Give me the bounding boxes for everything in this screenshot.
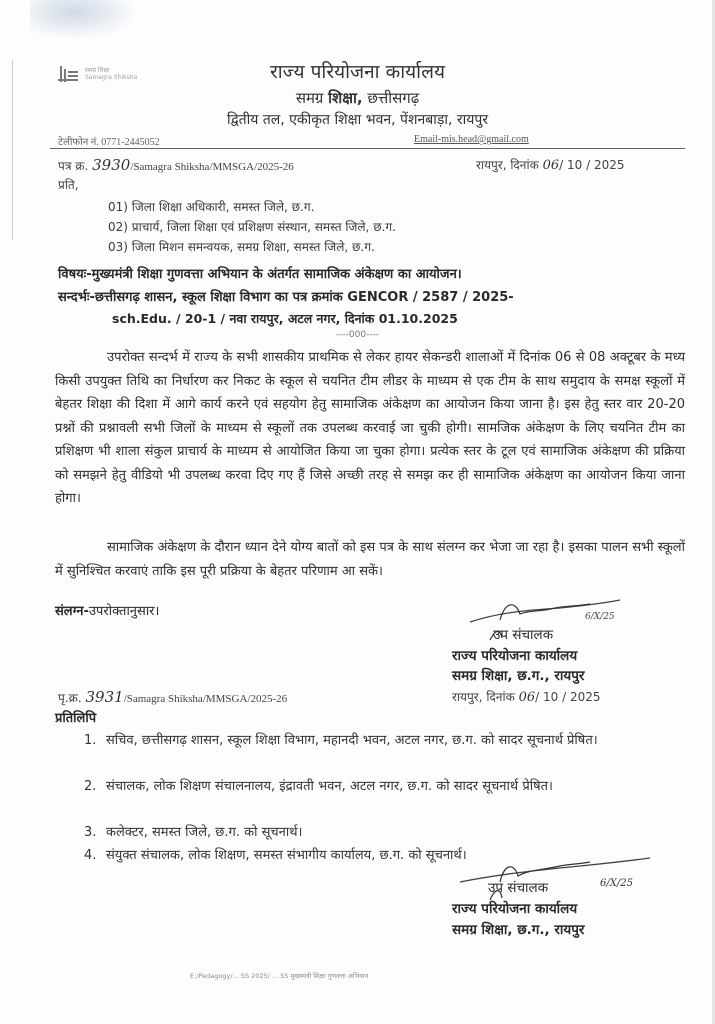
copy-item-text: कलेक्टर, समस्त जिले, छ.ग. को सूचनार्थ। <box>106 825 303 840</box>
copy-date <box>452 688 601 705</box>
office-address: द्वितीय तल, एकीकृत शिक्षा भवन, पेंशनबाड़ा, रायपुर <box>226 112 489 128</box>
body-paragraph: सामाजिक अंकेक्षण के दौरान ध्यान देने योग्य बातों को इस पत्र के साथ संलग्न कर भेजा जा रहा है। इसका पालन सभी स्कूलों में सुनिश्चित करवाएं ताकि इस पूरी प्रक्रिया के बेहतर परिणाम आ सकें। <box>55 540 685 579</box>
copy-list-item <box>84 730 684 752</box>
letter-reference <box>58 156 294 174</box>
signature-initial-date: 6/X/25 <box>585 612 615 622</box>
subtitle-suffix: छत्तीसगढ़ <box>367 89 420 107</box>
copy-label: प्रतिलिपि <box>55 711 97 726</box>
enclosure-label: संलग्न- <box>55 604 89 619</box>
logo-text-hindi: समग्र शिक्षा <box>85 67 110 74</box>
letterhead-divider <box>50 148 685 149</box>
ref-number: 3930 <box>92 156 131 174</box>
ref-prefix: पत्र क्र. <box>58 159 89 173</box>
copy-date-prefix: रायपुर, दिनांक <box>452 690 515 704</box>
date-rest: / 10 / 2025 <box>559 158 625 172</box>
signatory-designation: उप संचालक <box>488 880 549 896</box>
copy-ref-suffix: /Samagra Shiksha/MMSGA/2025-26 <box>123 693 288 705</box>
date-prefix: रायपुर, दिनांक <box>476 158 539 172</box>
copy-date-day: 06 <box>518 690 536 705</box>
signatory-office: राज्य परियोजना कार्यालय <box>452 648 578 664</box>
copy-item-text: सचिव, छत्तीसगढ़ शासन, स्कूल शिक्षा विभाग, महानदी भवन, अटल नगर, छ.ग. को सादर सूचनार्थ प्रेषित। <box>106 733 598 748</box>
copy-ref-number: 3931 <box>85 688 124 706</box>
scan-smudge <box>30 0 140 40</box>
subtitle-bold: शिक्षा, <box>328 89 363 107</box>
copy-date-rest: / 10 / 2025 <box>535 690 601 704</box>
letter-date <box>476 156 625 173</box>
enclosure-line <box>55 601 159 619</box>
to-label: प्रति, <box>58 178 79 192</box>
reference-line: सन्दर्भः-छत्तीसगढ़ शासन, स्कूल शिक्षा विभाग का पत्र क्रमांक GENCOR / 2587 / 2025- <box>58 290 514 305</box>
office-title: राज्य परियोजना कार्यालय <box>269 61 445 83</box>
signatory-designation: उप संचालक <box>493 627 554 643</box>
signature-scribble <box>450 852 670 902</box>
email-address: Email-mis.head@gmail.com <box>414 134 529 145</box>
copy-list-item <box>84 776 684 798</box>
separator: ----000---- <box>335 330 380 340</box>
signatory-org: समग्र शिक्षा, छ.ग., रायपुर <box>452 668 585 684</box>
telephone-number: टेलीफोन नं. 0771-2445052 <box>58 137 160 148</box>
copy-reference <box>58 688 287 706</box>
copy-item-number: 2. <box>84 779 97 794</box>
copy-ref-prefix: पृ.क्र. <box>58 691 82 705</box>
addressee-item: 02) प्राचार्य, जिला शिक्षा एवं प्रशिक्षण संस्थान, समस्त जिले, छ.ग. <box>108 220 396 234</box>
reference-line-continued: sch.Edu. / 20-1 / नवा रायपुर, अटल नगर, दिनांक 01.10.2025 <box>112 311 458 326</box>
addressee-item: 03) जिला मिशन समन्वयक, समग्र शिक्षा, समस्त जिले, छ.ग. <box>108 240 375 254</box>
copy-item-number: 3. <box>84 825 97 840</box>
copy-item-number: 1. <box>84 733 97 748</box>
copy-list-item <box>84 822 684 844</box>
ref-suffix: /Samagra Shiksha/MMSGA/2025-26 <box>130 161 294 173</box>
signatory-office: राज्य परियोजना कार्यालय <box>452 901 578 917</box>
enclosure-text: उपरोक्तानुसार। <box>88 604 160 619</box>
file-path-footer: E:/Pedagogy/... SS 2025/ ... SS मुख्यमंत्री शिक्षा गुणवत्ता अभियान <box>190 972 369 980</box>
copy-item-text: संयुक्त संचालक, लोक शिक्षण, समस्त संभागीय कार्यालय, छ.ग. को सूचनार्थ। <box>106 848 467 863</box>
office-subtitle <box>0 88 715 108</box>
addressee-item: 01) जिला शिक्षा अधिकारी, समस्त जिले, छ.ग. <box>108 200 315 214</box>
copy-item-text: संचालक, लोक शिक्षण संचालनालय, इंद्रावती भवन, अटल नगर, छ.ग. को सादर सूचनार्थ प्रेषित। <box>106 779 553 794</box>
subtitle-prefix: समग्र <box>295 89 324 107</box>
signature-initial-date: 6/X/25 <box>600 878 633 889</box>
copy-item-number: 4. <box>84 848 97 863</box>
signatory-org: समग्र शिक्षा, छ.ग., रायपुर <box>452 922 585 938</box>
subject-line: विषयः-मुख्यमंत्री शिक्षा गुणवत्ता अभियान के अंतर्गत सामाजिक अंकेक्षण का आयोजन। <box>58 267 462 282</box>
date-day: 06 <box>542 158 560 173</box>
logo-text-english: Samagra Shiksha <box>85 74 138 81</box>
page-edge <box>12 60 13 240</box>
body-paragraph: उपरोक्त सन्दर्भ में राज्य के सभी शासकीय प्राथमिक से लेकर हायर सेकन्डरी शालाओं में दिनांक 06 से 08 अक्टूबर के मध्य किसी उपयुक्त तिथि का निर्धारण कर निकट के स्कूल से चयनित टीम लीडर के माध्यम से एक टीम के साथ समुदाय के समक्ष स्कूलों में बेहतर शिक्षा की दिशा में आगे कार्य करने एवं सहयोग हेतु सामाजिक अंकेक्षण का आयोजन किया जाना है। इस हेतु स्तर वार 20-20 प्रश्नों की प्रश्नावली सभी जिलों के माध्यम से स्कूलों तक उपलब्ध करवाई जा चुकी होगी। सामजिक अंकेक्षण के लिए चयनित टीम का प्रशिक्षण भी शाला संकुल प्राचार्य के माध्यम से आयोजित किया जा चुका होगा। प्रत्येक स्तर के टूल एवं सामाजिक अंकेक्षण की प्रक्रिया को समझने हेतु वीडियो भी उपलब्ध करवा दिए गए हैं जिसे अच्छी तरह से समझ कर ही सामाजिक अंकेक्षण का आयोजन किया जाना होगा। <box>55 350 685 506</box>
signature-scribble <box>460 592 660 642</box>
